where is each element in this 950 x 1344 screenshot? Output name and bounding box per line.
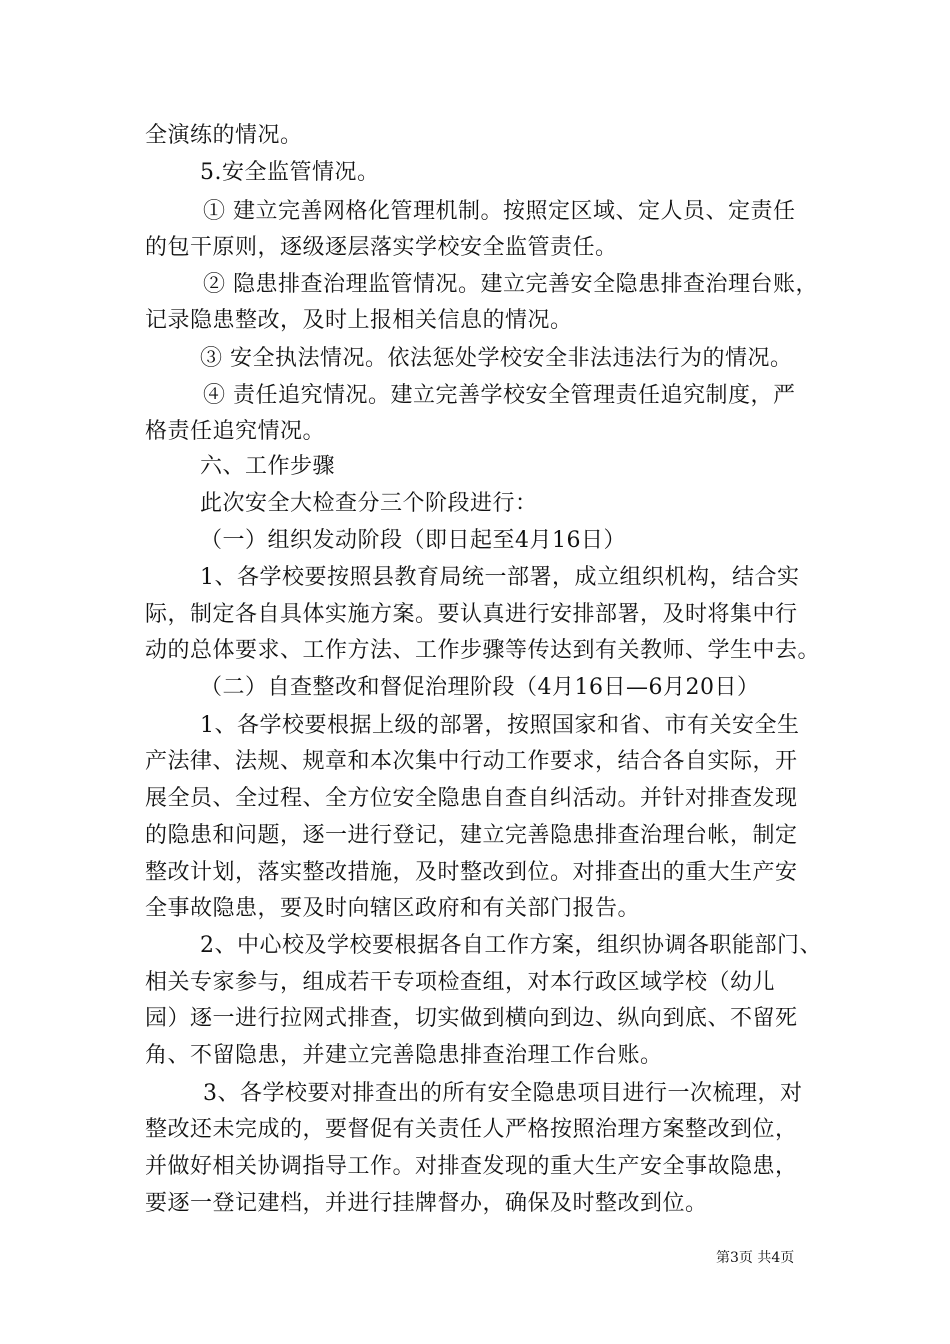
text-line: 1、各学校要根据上级的部署，按照国家和省、市有关安全生	[200, 713, 800, 738]
text-line: 要逐一登记建档，并进行挂牌督办，确保及时整改到位。	[145, 1191, 708, 1216]
text-line: 3、各学校要对排查出的所有安全隐患项目进行一次梳理，对	[203, 1081, 803, 1106]
text-line: 产法律、法规、规章和本次集中行动工作要求，结合各自实际，开	[145, 749, 798, 774]
text-line: 全事故隐患，要及时向辖区政府和有关部门报告。	[145, 896, 641, 921]
text-line: 相关专家参与，组成若干专项检查组，对本行政区域学校（幼儿	[145, 970, 776, 995]
text-line: 2、中心校及学校要根据各自工作方案，组织协调各职能部门、	[200, 933, 822, 958]
text-line: 际，制定各自具体实施方案。要认真进行安排部署，及时将集中行	[145, 602, 798, 627]
text-line: 此次安全大检查分三个阶段进行：	[200, 491, 538, 516]
text-line: 展全员、全过程、全方位安全隐患自查自纠活动。并针对排查发现	[145, 786, 798, 811]
subsection-heading: （一）组织发动阶段（即日起至4月16日）	[200, 528, 626, 553]
text-line: ① 建立完善网格化管理机制。按照定区域、定人员、定责任	[203, 199, 796, 224]
text-line: 园）逐一进行拉网式排查，切实做到横向到边、纵向到底、不留死	[145, 1006, 798, 1031]
text-line: 全演练的情况。	[145, 123, 303, 148]
text-line: 角、不留隐患，并建立完善隐患排查治理工作台账。	[145, 1043, 663, 1068]
text-line: 整改计划，落实整改措施，及时整改到位。对排查出的重大生产安	[145, 860, 798, 885]
text-line: 的包干原则，逐级逐层落实学校安全监管责任。	[145, 235, 618, 260]
text-line: 格责任追究情况。	[145, 419, 326, 444]
text-line: ② 隐患排查治理监管情况。建立完善安全隐患排查治理台账，	[203, 272, 818, 297]
text-line: 的隐患和问题，逐一进行登记，建立完善隐患排查治理台帐，制定	[145, 823, 798, 848]
page-footer: 第3页 共4页	[716, 1250, 795, 1266]
text-line: 整改还未完成的，要督促有关责任人严格按照治理方案整改到位，	[145, 1117, 798, 1142]
text-line: ④ 责任追究情况。建立完善学校安全管理责任追究制度，严	[203, 383, 796, 408]
section-heading: 六、工作步骤	[200, 454, 336, 479]
section-heading: 5.安全监管情况。	[200, 160, 380, 185]
text-line: 并做好相关协调指导工作。对排查发现的重大生产安全事故隐患，	[145, 1154, 798, 1179]
text-line: ③ 安全执法情况。依法惩处学校安全非法违法行为的情况。	[200, 346, 793, 371]
subsection-heading: （二）自查整改和督促治理阶段（4月16日—6月20日）	[200, 675, 760, 700]
text-line: 1、各学校要按照县教育局统一部署，成立组织机构，结合实	[200, 565, 800, 590]
text-line: 记录隐患整改，及时上报相关信息的情况。	[145, 308, 573, 333]
text-line: 动的总体要求、工作方法、工作步骤等传达到有关教师、学生中去。	[145, 638, 821, 663]
